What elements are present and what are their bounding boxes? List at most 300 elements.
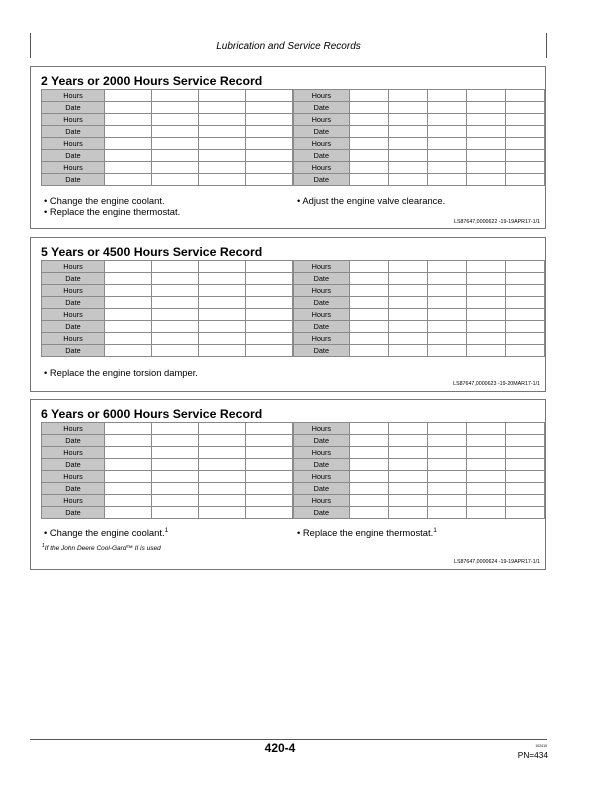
grid-row-label: Hours bbox=[42, 333, 105, 345]
grid-entry-cell bbox=[349, 150, 388, 162]
grid-entry-cell bbox=[388, 261, 427, 273]
grid-entry-cell bbox=[105, 309, 152, 321]
grid-entry-cell bbox=[105, 114, 152, 126]
footnote-mark: 1 bbox=[42, 543, 45, 549]
grid-entry-cell bbox=[466, 309, 505, 321]
grid-entry-cell bbox=[388, 102, 427, 114]
grid-entry-cell bbox=[427, 333, 466, 345]
grid-entry-cell bbox=[246, 285, 293, 297]
grid-entry-cell bbox=[246, 345, 293, 357]
grid-entry-cell bbox=[246, 138, 293, 150]
grid-entry-cell bbox=[466, 483, 505, 495]
grid-entry-cell bbox=[199, 162, 246, 174]
grid-entry-cell bbox=[152, 114, 199, 126]
grid-row-label: Date bbox=[294, 507, 350, 519]
grid-entry-cell bbox=[505, 423, 544, 435]
grid-entry-cell bbox=[388, 150, 427, 162]
grid-entry-cell bbox=[427, 435, 466, 447]
grid-entry-cell bbox=[152, 309, 199, 321]
grid-entry-cell bbox=[505, 102, 544, 114]
grid-row-label: Hours bbox=[42, 261, 105, 273]
grid-row bbox=[294, 333, 545, 345]
grid-row-label: Hours bbox=[42, 162, 105, 174]
grid-entry-cell bbox=[246, 273, 293, 285]
grid-entry-cell bbox=[466, 150, 505, 162]
grid-row-label: Hours bbox=[294, 495, 350, 507]
grid-entry-cell bbox=[427, 483, 466, 495]
grid-entry-cell bbox=[427, 321, 466, 333]
grid-entry-cell bbox=[466, 261, 505, 273]
grid-row bbox=[294, 114, 545, 126]
grid-row bbox=[294, 273, 545, 285]
grid-entry-cell bbox=[505, 309, 544, 321]
grid-entry-cell bbox=[152, 285, 199, 297]
grid-entry-cell bbox=[505, 471, 544, 483]
grid-row-label: Hours bbox=[42, 285, 105, 297]
grid-entry-cell bbox=[105, 345, 152, 357]
grid-row-label: Date bbox=[294, 483, 350, 495]
grid-entry-cell bbox=[152, 507, 199, 519]
grid-entry-cell bbox=[466, 138, 505, 150]
right-record-grid bbox=[293, 260, 545, 357]
grid-row-label: Hours bbox=[42, 495, 105, 507]
grid-entry-cell bbox=[466, 297, 505, 309]
grid-entry-cell bbox=[466, 495, 505, 507]
grid-entry-cell bbox=[388, 126, 427, 138]
grid-row-label: Hours bbox=[294, 423, 350, 435]
grid-entry-cell bbox=[505, 495, 544, 507]
grid-row-label: Date bbox=[294, 126, 350, 138]
grid-row bbox=[294, 138, 545, 150]
left-item: • Replace the engine thermostat. bbox=[44, 206, 181, 217]
grid-entry-cell bbox=[199, 126, 246, 138]
grid-entry-cell bbox=[105, 423, 152, 435]
grid-entry-cell bbox=[466, 162, 505, 174]
grid-entry-cell bbox=[199, 102, 246, 114]
grid-entry-cell bbox=[505, 150, 544, 162]
grid-entry-cell bbox=[505, 126, 544, 138]
grid-entry-cell bbox=[349, 423, 388, 435]
grid-entry-cell bbox=[388, 138, 427, 150]
grid-entry-cell bbox=[246, 321, 293, 333]
grid-entry-cell bbox=[505, 345, 544, 357]
grid-row bbox=[294, 435, 545, 447]
grid-entry-cell bbox=[505, 321, 544, 333]
grid-entry-cell bbox=[505, 459, 544, 471]
grid-row-label: Hours bbox=[294, 333, 350, 345]
grid-entry-cell bbox=[105, 471, 152, 483]
grid-row-label: Date bbox=[294, 102, 350, 114]
grid-row bbox=[294, 150, 545, 162]
grid-entry-cell bbox=[349, 495, 388, 507]
grid-entry-cell bbox=[388, 435, 427, 447]
grid-row bbox=[294, 102, 545, 114]
grid-entry-cell bbox=[466, 333, 505, 345]
grid-row bbox=[294, 126, 545, 138]
grid-row-label: Hours bbox=[294, 162, 350, 174]
grid-entry-cell bbox=[199, 309, 246, 321]
grid-entry-cell bbox=[246, 174, 293, 186]
grid-entry-cell bbox=[105, 102, 152, 114]
grid-row-label: Date bbox=[42, 321, 105, 333]
grid-entry-cell bbox=[246, 114, 293, 126]
service-record-6-years bbox=[30, 399, 546, 570]
grid-row bbox=[294, 459, 545, 471]
grid-entry-cell bbox=[152, 423, 199, 435]
grid-row bbox=[294, 321, 545, 333]
left-item bbox=[44, 527, 168, 538]
grid-entry-cell bbox=[466, 114, 505, 126]
grid-entry-cell bbox=[427, 309, 466, 321]
grid-entry-cell bbox=[427, 297, 466, 309]
footnote-text: If the John Deere Cool-Gard™ II is used bbox=[44, 545, 161, 553]
grid-entry-cell bbox=[349, 285, 388, 297]
grid-row-label: Date bbox=[294, 174, 350, 186]
page-number: 420-4 bbox=[264, 741, 296, 755]
grid-entry-cell bbox=[246, 90, 293, 102]
grid-entry-cell bbox=[152, 333, 199, 345]
grid-row-label: Date bbox=[42, 102, 105, 114]
grid-entry-cell bbox=[466, 174, 505, 186]
grid-entry-cell bbox=[349, 471, 388, 483]
grid-row-label: Hours bbox=[42, 114, 105, 126]
grid-entry-cell bbox=[152, 321, 199, 333]
grid-entry-cell bbox=[388, 507, 427, 519]
grid-entry-cell bbox=[152, 471, 199, 483]
grid-entry-cell bbox=[388, 471, 427, 483]
grid-entry-cell bbox=[246, 471, 293, 483]
grid-row-label: Date bbox=[42, 126, 105, 138]
grid-entry-cell bbox=[388, 333, 427, 345]
grid-row-label: Date bbox=[294, 150, 350, 162]
grid-entry-cell bbox=[388, 297, 427, 309]
grid-entry-cell bbox=[388, 273, 427, 285]
grid-entry-cell bbox=[466, 459, 505, 471]
grid-entry-cell bbox=[427, 114, 466, 126]
grid-entry-cell bbox=[199, 345, 246, 357]
grid-row-label: Date bbox=[294, 321, 350, 333]
grid-entry-cell bbox=[105, 261, 152, 273]
grid-entry-cell bbox=[152, 90, 199, 102]
grid-entry-cell bbox=[388, 90, 427, 102]
grid-entry-cell bbox=[199, 174, 246, 186]
grid-row-label: Date bbox=[42, 297, 105, 309]
grid-entry-cell bbox=[466, 471, 505, 483]
grid-entry-cell bbox=[427, 447, 466, 459]
grid-entry-cell bbox=[466, 447, 505, 459]
grid-entry-cell bbox=[427, 273, 466, 285]
grid-entry-cell bbox=[246, 495, 293, 507]
grid-entry-cell bbox=[349, 162, 388, 174]
grid-entry-cell bbox=[427, 126, 466, 138]
grid-row-label: Hours bbox=[294, 90, 350, 102]
grid-entry-cell bbox=[349, 321, 388, 333]
grid-entry-cell bbox=[105, 90, 152, 102]
grid-row bbox=[294, 90, 545, 102]
grid-entry-cell bbox=[505, 273, 544, 285]
grid-entry-cell bbox=[505, 138, 544, 150]
grid-entry-cell bbox=[349, 345, 388, 357]
grid-row-label: Hours bbox=[42, 138, 105, 150]
grid-row-label: Hours bbox=[294, 285, 350, 297]
grid-entry-cell bbox=[246, 435, 293, 447]
grid-row-label: Hours bbox=[42, 309, 105, 321]
grid-entry-cell bbox=[105, 507, 152, 519]
grid-row bbox=[294, 471, 545, 483]
grid-entry-cell bbox=[466, 102, 505, 114]
grid-entry-cell bbox=[349, 138, 388, 150]
grid-entry-cell bbox=[388, 495, 427, 507]
grid-entry-cell bbox=[152, 126, 199, 138]
grid-entry-cell bbox=[427, 423, 466, 435]
right-record-grid bbox=[293, 89, 545, 186]
reference-code: LS87647,0000622 -19-19APR17-1/1 bbox=[454, 219, 540, 225]
section-title: 6 Years or 6000 Hours Service Record bbox=[41, 407, 263, 421]
grid-entry-cell bbox=[152, 297, 199, 309]
grid-entry-cell bbox=[105, 150, 152, 162]
grid-entry-cell bbox=[246, 459, 293, 471]
service-record-5-years bbox=[30, 237, 546, 392]
service-record-2-years bbox=[30, 66, 546, 229]
grid-row bbox=[294, 447, 545, 459]
grid-row bbox=[294, 423, 545, 435]
grid-entry-cell bbox=[152, 345, 199, 357]
grid-entry-cell bbox=[105, 447, 152, 459]
grid-entry-cell bbox=[427, 150, 466, 162]
grid-entry-cell bbox=[246, 309, 293, 321]
grid-row-label: Date bbox=[294, 435, 350, 447]
grid-entry-cell bbox=[427, 261, 466, 273]
footnote bbox=[42, 543, 161, 552]
grid-row bbox=[294, 174, 545, 186]
grid-entry-cell bbox=[388, 285, 427, 297]
grid-entry-cell bbox=[105, 273, 152, 285]
grid-entry-cell bbox=[105, 333, 152, 345]
grid-entry-cell bbox=[427, 174, 466, 186]
grid-row-label: Date bbox=[42, 174, 105, 186]
grid-entry-cell bbox=[152, 483, 199, 495]
grid-entry-cell bbox=[349, 261, 388, 273]
grid-entry-cell bbox=[505, 174, 544, 186]
grid-entry-cell bbox=[505, 507, 544, 519]
grid-entry-cell bbox=[349, 447, 388, 459]
grid-entry-cell bbox=[105, 174, 152, 186]
grid-entry-cell bbox=[152, 102, 199, 114]
grid-entry-cell bbox=[427, 507, 466, 519]
grid-entry-cell bbox=[466, 126, 505, 138]
grid-entry-cell bbox=[246, 483, 293, 495]
grid-row-label: Hours bbox=[42, 423, 105, 435]
grid-row-label: Hours bbox=[42, 447, 105, 459]
grid-entry-cell bbox=[152, 273, 199, 285]
grid-entry-cell bbox=[105, 162, 152, 174]
doc-code: 102419 bbox=[535, 744, 547, 748]
grid-entry-cell bbox=[505, 114, 544, 126]
grid-entry-cell bbox=[388, 309, 427, 321]
grid-entry-cell bbox=[349, 309, 388, 321]
grid-entry-cell bbox=[505, 285, 544, 297]
grid-entry-cell bbox=[152, 174, 199, 186]
grid-entry-cell bbox=[152, 447, 199, 459]
grid-entry-cell bbox=[388, 483, 427, 495]
grid-row-label: Date bbox=[42, 459, 105, 471]
grid-row-label: Hours bbox=[42, 90, 105, 102]
grid-row-label: Date bbox=[42, 345, 105, 357]
grid-row-label: Date bbox=[294, 459, 350, 471]
grid-row-label: Date bbox=[42, 435, 105, 447]
grid-row bbox=[294, 507, 545, 519]
grid-row-label: Hours bbox=[42, 471, 105, 483]
grid-entry-cell bbox=[246, 447, 293, 459]
item-text: • Change the engine coolant. bbox=[44, 527, 165, 538]
grid-entry-cell bbox=[388, 174, 427, 186]
grid-row bbox=[294, 162, 545, 174]
grid-entry-cell bbox=[246, 150, 293, 162]
grid-entry-cell bbox=[246, 297, 293, 309]
grid-entry-cell bbox=[349, 126, 388, 138]
grid-entry-cell bbox=[152, 435, 199, 447]
grid-entry-cell bbox=[349, 333, 388, 345]
grid-entry-cell bbox=[349, 507, 388, 519]
grid-entry-cell bbox=[199, 507, 246, 519]
left-item: • Change the engine coolant. bbox=[44, 195, 165, 206]
reference-code: LS87647,0000623 -19-20MAR17-1/1 bbox=[453, 381, 540, 387]
grid-row-label: Hours bbox=[294, 447, 350, 459]
grid-row-label: Date bbox=[294, 297, 350, 309]
grid-entry-cell bbox=[246, 102, 293, 114]
grid-row bbox=[294, 483, 545, 495]
grid-entry-cell bbox=[349, 435, 388, 447]
grid-entry-cell bbox=[105, 321, 152, 333]
footnote-ref: 1 bbox=[433, 526, 437, 534]
grid-entry-cell bbox=[466, 423, 505, 435]
grid-entry-cell bbox=[199, 333, 246, 345]
grid-entry-cell bbox=[152, 150, 199, 162]
grid-entry-cell bbox=[349, 174, 388, 186]
grid-row-label: Hours bbox=[294, 138, 350, 150]
grid-row-label: Date bbox=[42, 483, 105, 495]
grid-entry-cell bbox=[199, 483, 246, 495]
grid-entry-cell bbox=[505, 483, 544, 495]
grid-entry-cell bbox=[388, 345, 427, 357]
grid-entry-cell bbox=[152, 495, 199, 507]
grid-entry-cell bbox=[105, 435, 152, 447]
grid-row-label: Date bbox=[42, 507, 105, 519]
grid-entry-cell bbox=[199, 423, 246, 435]
grid-entry-cell bbox=[246, 333, 293, 345]
section-title: 2 Years or 2000 Hours Service Record bbox=[41, 74, 263, 88]
right-item: • Adjust the engine valve clearance. bbox=[297, 195, 446, 206]
grid-entry-cell bbox=[105, 483, 152, 495]
grid-entry-cell bbox=[466, 273, 505, 285]
grid-entry-cell bbox=[505, 261, 544, 273]
grid-entry-cell bbox=[466, 321, 505, 333]
grid-entry-cell bbox=[349, 102, 388, 114]
grid-entry-cell bbox=[505, 435, 544, 447]
grid-entry-cell bbox=[505, 447, 544, 459]
grid-entry-cell bbox=[199, 150, 246, 162]
grid-entry-cell bbox=[466, 90, 505, 102]
grid-entry-cell bbox=[349, 459, 388, 471]
grid-entry-cell bbox=[105, 138, 152, 150]
grid-entry-cell bbox=[466, 345, 505, 357]
grid-row-label: Date bbox=[42, 273, 105, 285]
grid-entry-cell bbox=[199, 471, 246, 483]
grid-row-label: Date bbox=[294, 273, 350, 285]
section-title: 5 Years or 4500 Hours Service Record bbox=[41, 245, 263, 259]
grid-entry-cell bbox=[199, 495, 246, 507]
grid-entry-cell bbox=[105, 126, 152, 138]
grid-entry-cell bbox=[427, 459, 466, 471]
grid-entry-cell bbox=[199, 297, 246, 309]
right-record-grid bbox=[293, 422, 545, 519]
grid-entry-cell bbox=[349, 297, 388, 309]
grid-row bbox=[294, 495, 545, 507]
item-text: • Replace the engine thermostat. bbox=[297, 527, 434, 538]
grid-entry-cell bbox=[105, 459, 152, 471]
grid-entry-cell bbox=[349, 483, 388, 495]
grid-entry-cell bbox=[199, 261, 246, 273]
grid-entry-cell bbox=[466, 285, 505, 297]
grid-row bbox=[294, 345, 545, 357]
grid-entry-cell bbox=[388, 114, 427, 126]
grid-entry-cell bbox=[349, 273, 388, 285]
grid-entry-cell bbox=[427, 495, 466, 507]
grid-entry-cell bbox=[199, 459, 246, 471]
grid-entry-cell bbox=[199, 90, 246, 102]
grid-entry-cell bbox=[388, 321, 427, 333]
left-item: • Replace the engine torsion damper. bbox=[44, 367, 198, 378]
footer-rule bbox=[30, 739, 547, 740]
grid-entry-cell bbox=[349, 90, 388, 102]
grid-entry-cell bbox=[246, 261, 293, 273]
grid-entry-cell bbox=[105, 285, 152, 297]
grid-entry-cell bbox=[152, 459, 199, 471]
grid-row bbox=[294, 297, 545, 309]
grid-entry-cell bbox=[427, 285, 466, 297]
grid-entry-cell bbox=[466, 435, 505, 447]
grid-entry-cell bbox=[427, 102, 466, 114]
grid-row-label: Hours bbox=[294, 309, 350, 321]
grid-entry-cell bbox=[152, 162, 199, 174]
grid-entry-cell bbox=[199, 138, 246, 150]
grid-row bbox=[294, 285, 545, 297]
grid-row-label: Hours bbox=[294, 261, 350, 273]
grid-entry-cell bbox=[199, 321, 246, 333]
grid-entry-cell bbox=[105, 495, 152, 507]
grid-entry-cell bbox=[505, 333, 544, 345]
grid-entry-cell bbox=[388, 162, 427, 174]
grid-entry-cell bbox=[505, 90, 544, 102]
grid-entry-cell bbox=[427, 345, 466, 357]
grid-entry-cell bbox=[152, 261, 199, 273]
grid-entry-cell bbox=[199, 114, 246, 126]
grid-entry-cell bbox=[427, 162, 466, 174]
grid-entry-cell bbox=[505, 297, 544, 309]
grid-entry-cell bbox=[246, 507, 293, 519]
grid-row-label: Date bbox=[294, 345, 350, 357]
grid-entry-cell bbox=[246, 423, 293, 435]
grid-entry-cell bbox=[466, 507, 505, 519]
grid-entry-cell bbox=[246, 162, 293, 174]
grid-entry-cell bbox=[388, 447, 427, 459]
grid-entry-cell bbox=[349, 114, 388, 126]
grid-row bbox=[294, 261, 545, 273]
grid-row-label: Hours bbox=[294, 114, 350, 126]
grid-row-label: Date bbox=[42, 150, 105, 162]
grid-entry-cell bbox=[199, 435, 246, 447]
page-header-title: Lubrication and Service Records bbox=[216, 41, 361, 52]
